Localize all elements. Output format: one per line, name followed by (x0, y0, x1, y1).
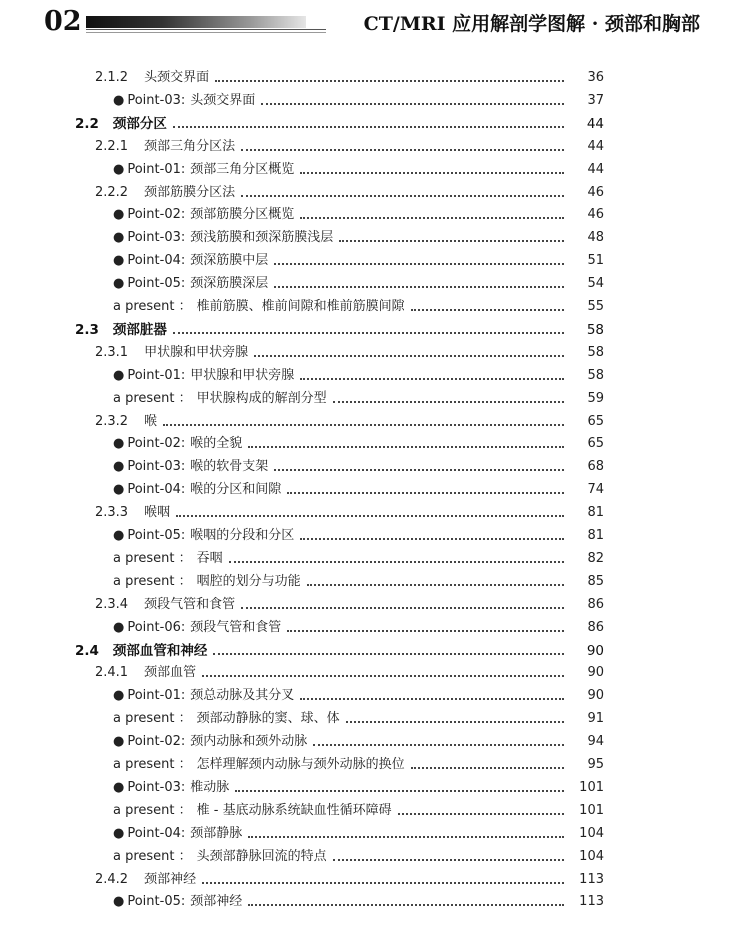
bullet-icon: ● (113, 276, 125, 292)
dot-leader (411, 309, 564, 311)
dot-leader (300, 217, 564, 219)
toc-entry-label: Point-02: (127, 436, 186, 452)
toc-entry[interactable] (0, 110, 750, 132)
dot-leader (213, 653, 564, 655)
toc-section-number: 2.3.3 (95, 505, 129, 521)
toc-entry-title: 颈部筋膜分区概览 (190, 207, 295, 223)
toc-entry-label: a present ： (113, 848, 192, 864)
bullet-icon: ● (113, 459, 125, 475)
toc-entry-title: 颈部静脉 (190, 825, 243, 841)
toc-entry[interactable] (0, 179, 750, 201)
dot-leader (248, 904, 564, 906)
dot-leader (241, 195, 564, 197)
toc-entry-title: 颈浅筋膜和颈深筋膜浅层 (190, 230, 334, 246)
toc-page-number: 94 (587, 734, 604, 750)
toc-page-number: 90 (586, 642, 604, 659)
toc-entry-title: 头颈交界面 (190, 92, 256, 108)
toc-entry-title: 颈段气管和食管 (190, 619, 282, 635)
header-rule (86, 29, 326, 30)
toc-entry-title: 颈深筋膜中层 (190, 253, 269, 269)
dot-leader (346, 721, 564, 723)
dot-leader (235, 790, 564, 792)
toc-entry[interactable] (0, 156, 750, 178)
bullet-icon: ● (113, 619, 125, 635)
bullet-icon: ● (113, 161, 125, 177)
toc-entry[interactable] (0, 774, 750, 796)
toc-entry[interactable] (0, 843, 750, 865)
dot-leader (248, 836, 564, 838)
toc-entry-title: 吞咽 (196, 550, 223, 566)
toc-entry-title: 颈部血管和神经 (112, 642, 208, 659)
toc-page-number: 68 (587, 459, 604, 475)
dot-leader (274, 286, 564, 288)
toc-entry-label: Point-03: (127, 779, 186, 795)
bullet-icon: ● (113, 894, 125, 910)
header-rule (86, 32, 326, 33)
dot-leader (241, 607, 564, 609)
toc-entry-label: Point-05: (127, 528, 186, 543)
toc-entry-title: 颈部动静脉的窦、球、体 (196, 711, 340, 727)
dot-leader (300, 698, 564, 700)
toc-entry-label: a present ： (113, 573, 192, 589)
dot-leader (274, 263, 564, 265)
toc-entry-title: 颈部神经 (190, 894, 243, 910)
dot-leader (176, 515, 564, 517)
toc-entry-title: 甲状腺和甲状旁腺 (144, 344, 249, 360)
toc-page-number: 58 (587, 367, 604, 383)
toc-entry[interactable] (0, 705, 750, 727)
toc-entry-title: 头颈交界面 (144, 70, 210, 85)
dot-leader (248, 446, 564, 448)
dot-leader (287, 492, 564, 494)
toc-entry[interactable] (0, 728, 750, 750)
toc-page-number: 104 (579, 825, 604, 841)
toc-page-number: 44 (586, 115, 604, 132)
toc-entry-label: Point-06: (127, 619, 186, 635)
dot-leader (173, 126, 564, 128)
toc-entry-title: 颈部神经 (144, 871, 197, 887)
toc-entry-title: 椎 - 基底动脉系统缺血性循环障碍 (196, 802, 392, 818)
toc-entry[interactable] (0, 87, 750, 109)
toc-entry-label: Point-03: (127, 230, 186, 246)
toc-entry-label: Point-05: (127, 894, 186, 910)
toc-page-number: 90 (587, 665, 604, 681)
book-title: CT/MRI 应用解剖学图解 · 颈部和胸部 (363, 13, 700, 35)
toc-entry-title: 颈部分区 (112, 115, 167, 132)
toc-page-number: 46 (587, 184, 604, 200)
toc-entry-label: Point-04: (127, 482, 186, 498)
toc-entry[interactable] (0, 453, 750, 475)
dot-leader (229, 561, 564, 563)
toc-entry-label: Point-04: (127, 825, 186, 841)
toc-entry[interactable] (0, 659, 750, 681)
toc-entry-label: Point-04: (127, 253, 186, 269)
toc-section-number: 2.4.1 (95, 665, 129, 681)
dot-leader (173, 332, 564, 334)
toc-entry-title: 喉的软骨支架 (190, 459, 269, 475)
toc-entry-label: a present ： (113, 299, 192, 314)
toc-entry[interactable] (0, 201, 750, 223)
bullet-icon: ● (113, 253, 125, 269)
dot-leader (300, 378, 564, 380)
toc-entry[interactable] (0, 568, 750, 590)
toc-page-number: 37 (587, 92, 604, 108)
bullet-icon: ● (113, 92, 125, 108)
toc-section-number: 2.2 (75, 115, 99, 132)
bullet-icon: ● (113, 207, 125, 223)
toc-entry-label: Point-02: (127, 207, 186, 223)
toc-page-number: 81 (587, 528, 604, 543)
dot-leader (202, 882, 564, 884)
bullet-icon: ● (113, 436, 125, 452)
toc-page-number: 85 (587, 573, 604, 589)
toc-entry-title: 颈部筋膜分区法 (144, 184, 236, 200)
toc-section-number: 2.3 (75, 321, 99, 338)
toc-page-number: 101 (579, 779, 604, 795)
bullet-icon: ● (113, 528, 125, 543)
dot-leader (411, 767, 564, 769)
toc-entry[interactable] (0, 385, 750, 407)
toc-page-number: 55 (587, 299, 604, 314)
toc-entry-label: Point-03: (127, 459, 186, 475)
toc-entry-label: Point-01: (127, 688, 186, 704)
toc-page-number: 44 (587, 138, 604, 154)
bullet-icon: ● (113, 779, 125, 795)
toc-entry-title: 椎动脉 (190, 779, 230, 795)
toc-entry[interactable] (0, 362, 750, 384)
toc-page-number: 90 (587, 688, 604, 704)
toc-entry-title: 怎样理解颈内动脉与颈外动脉的换位 (196, 757, 405, 772)
page-number: 02 (44, 6, 82, 37)
dot-leader (333, 859, 564, 861)
toc-entry[interactable] (0, 866, 750, 888)
toc-entry[interactable] (0, 820, 750, 842)
toc-section-number: 2.3.1 (95, 344, 129, 360)
toc-page-number: 44 (587, 161, 604, 177)
toc-page-number: 65 (587, 436, 604, 452)
toc-entry-title: 甲状腺和甲状旁腺 (190, 367, 295, 383)
toc-entry[interactable] (0, 682, 750, 704)
toc-entry[interactable] (0, 64, 750, 86)
header-gradient-bar (86, 16, 306, 28)
page-header (0, 0, 750, 50)
toc-page-number: 113 (579, 871, 604, 887)
toc-entry-title: 咽腔的划分与功能 (196, 573, 301, 589)
toc-entry[interactable] (0, 591, 750, 613)
dot-leader (202, 675, 564, 677)
toc-entry-label: a present ： (113, 390, 192, 406)
toc-entry[interactable] (0, 339, 750, 361)
toc-entry[interactable] (0, 247, 750, 269)
bullet-icon: ● (113, 825, 125, 841)
toc-entry-title: 甲状腺构成的解剖分型 (196, 390, 327, 406)
toc-entry-title: 颈部脏器 (112, 321, 167, 338)
toc-page-number: 86 (587, 596, 604, 612)
toc-entry-label: a present ： (113, 550, 192, 566)
toc-page-number: 46 (587, 207, 604, 223)
toc-page-number: 58 (586, 321, 604, 338)
toc-page-number: 48 (587, 230, 604, 246)
toc-page-number: 81 (587, 505, 604, 521)
bullet-icon: ● (113, 230, 125, 246)
toc-page-number: 74 (587, 482, 604, 498)
dot-leader (300, 172, 564, 174)
toc-page-number: 95 (587, 757, 604, 772)
toc-page-number: 65 (587, 413, 604, 429)
toc-entry[interactable] (0, 316, 750, 338)
toc-entry-title: 颈段气管和食管 (144, 596, 236, 612)
dot-leader (241, 149, 564, 151)
toc-entry-title: 颈部三角分区概览 (190, 161, 295, 177)
toc-entry-label: a present ： (113, 711, 192, 727)
toc-entry-title: 喉 (144, 413, 158, 429)
dot-leader (398, 813, 564, 815)
toc-entry[interactable] (0, 637, 750, 659)
toc-entry[interactable] (0, 133, 750, 155)
dot-leader (215, 80, 564, 82)
toc-entry-title: 喉的分区和间隙 (190, 482, 282, 498)
toc-entry-title: 喉的全貌 (190, 436, 243, 452)
toc-entry[interactable] (0, 430, 750, 452)
toc-page-number: 113 (579, 894, 604, 910)
toc-entry[interactable] (0, 224, 750, 246)
toc-entry-title: 颈总动脉及其分叉 (190, 688, 295, 704)
toc-section-number: 2.4.2 (95, 871, 129, 887)
dot-leader (163, 424, 564, 426)
toc-entry[interactable] (0, 614, 750, 636)
toc-entry-title: 颈部血管 (144, 665, 197, 681)
toc-entry[interactable] (0, 408, 750, 430)
toc-page-number: 91 (587, 711, 604, 727)
bullet-icon: ● (113, 734, 125, 750)
dot-leader (287, 630, 564, 632)
toc-entry[interactable] (0, 476, 750, 498)
toc-page-number: 82 (587, 550, 604, 566)
toc-entry-label: Point-03: (127, 92, 186, 108)
toc-section-number: 2.3.2 (95, 413, 129, 429)
dot-leader (307, 584, 564, 586)
toc-entry[interactable] (0, 499, 750, 521)
dot-leader (313, 744, 564, 746)
toc-page-number: 54 (587, 276, 604, 292)
dot-leader (339, 240, 564, 242)
bullet-icon: ● (113, 482, 125, 498)
toc-page-number: 36 (587, 70, 604, 85)
bullet-icon: ● (113, 688, 125, 704)
toc-section-number: 2.1.2 (95, 70, 129, 85)
toc-entry-label: Point-05: (127, 276, 186, 292)
toc-section-number: 2.2.1 (95, 138, 129, 154)
toc-page-number: 86 (587, 619, 604, 635)
toc-page-number: 51 (587, 253, 604, 269)
toc-section-number: 2.3.4 (95, 596, 129, 612)
toc-entry-label: a present ： (113, 757, 192, 772)
toc-page-number: 104 (579, 848, 604, 864)
toc-entry-label: a present ： (113, 802, 192, 818)
toc-entry-title: 喉咽的分段和分区 (190, 528, 295, 543)
toc-entry[interactable] (0, 522, 750, 544)
toc-entry-title: 颈部三角分区法 (144, 138, 236, 154)
toc-page-number: 58 (587, 344, 604, 360)
dot-leader (333, 401, 564, 403)
toc-entry-title: 椎前筋膜、椎前间隙和椎前筋膜间隙 (196, 299, 405, 314)
toc-entry[interactable] (0, 888, 750, 910)
dot-leader (274, 469, 564, 471)
toc-entry-title: 颈内动脉和颈外动脉 (190, 734, 308, 750)
toc-entry[interactable] (0, 270, 750, 292)
dot-leader (300, 538, 564, 540)
toc-entry-title: 颈深筋膜深层 (190, 276, 269, 292)
toc-section-number: 2.4 (75, 642, 99, 659)
dot-leader (254, 355, 564, 357)
toc-entry-label: Point-01: (127, 367, 186, 383)
toc-page-number: 59 (587, 390, 604, 406)
toc-entry-title: 头颈部静脉回流的特点 (196, 848, 327, 864)
toc-entry-title: 喉咽 (144, 505, 171, 521)
toc-entry[interactable] (0, 751, 750, 773)
toc-entry-label: Point-01: (127, 161, 186, 177)
toc-page-number: 101 (579, 802, 604, 818)
toc-entry[interactable] (0, 797, 750, 819)
toc-entry[interactable] (0, 293, 750, 315)
bullet-icon: ● (113, 367, 125, 383)
toc-entry-label: Point-02: (127, 734, 186, 750)
toc-entry[interactable] (0, 545, 750, 567)
toc-section-number: 2.2.2 (95, 184, 129, 200)
dot-leader (261, 103, 564, 105)
